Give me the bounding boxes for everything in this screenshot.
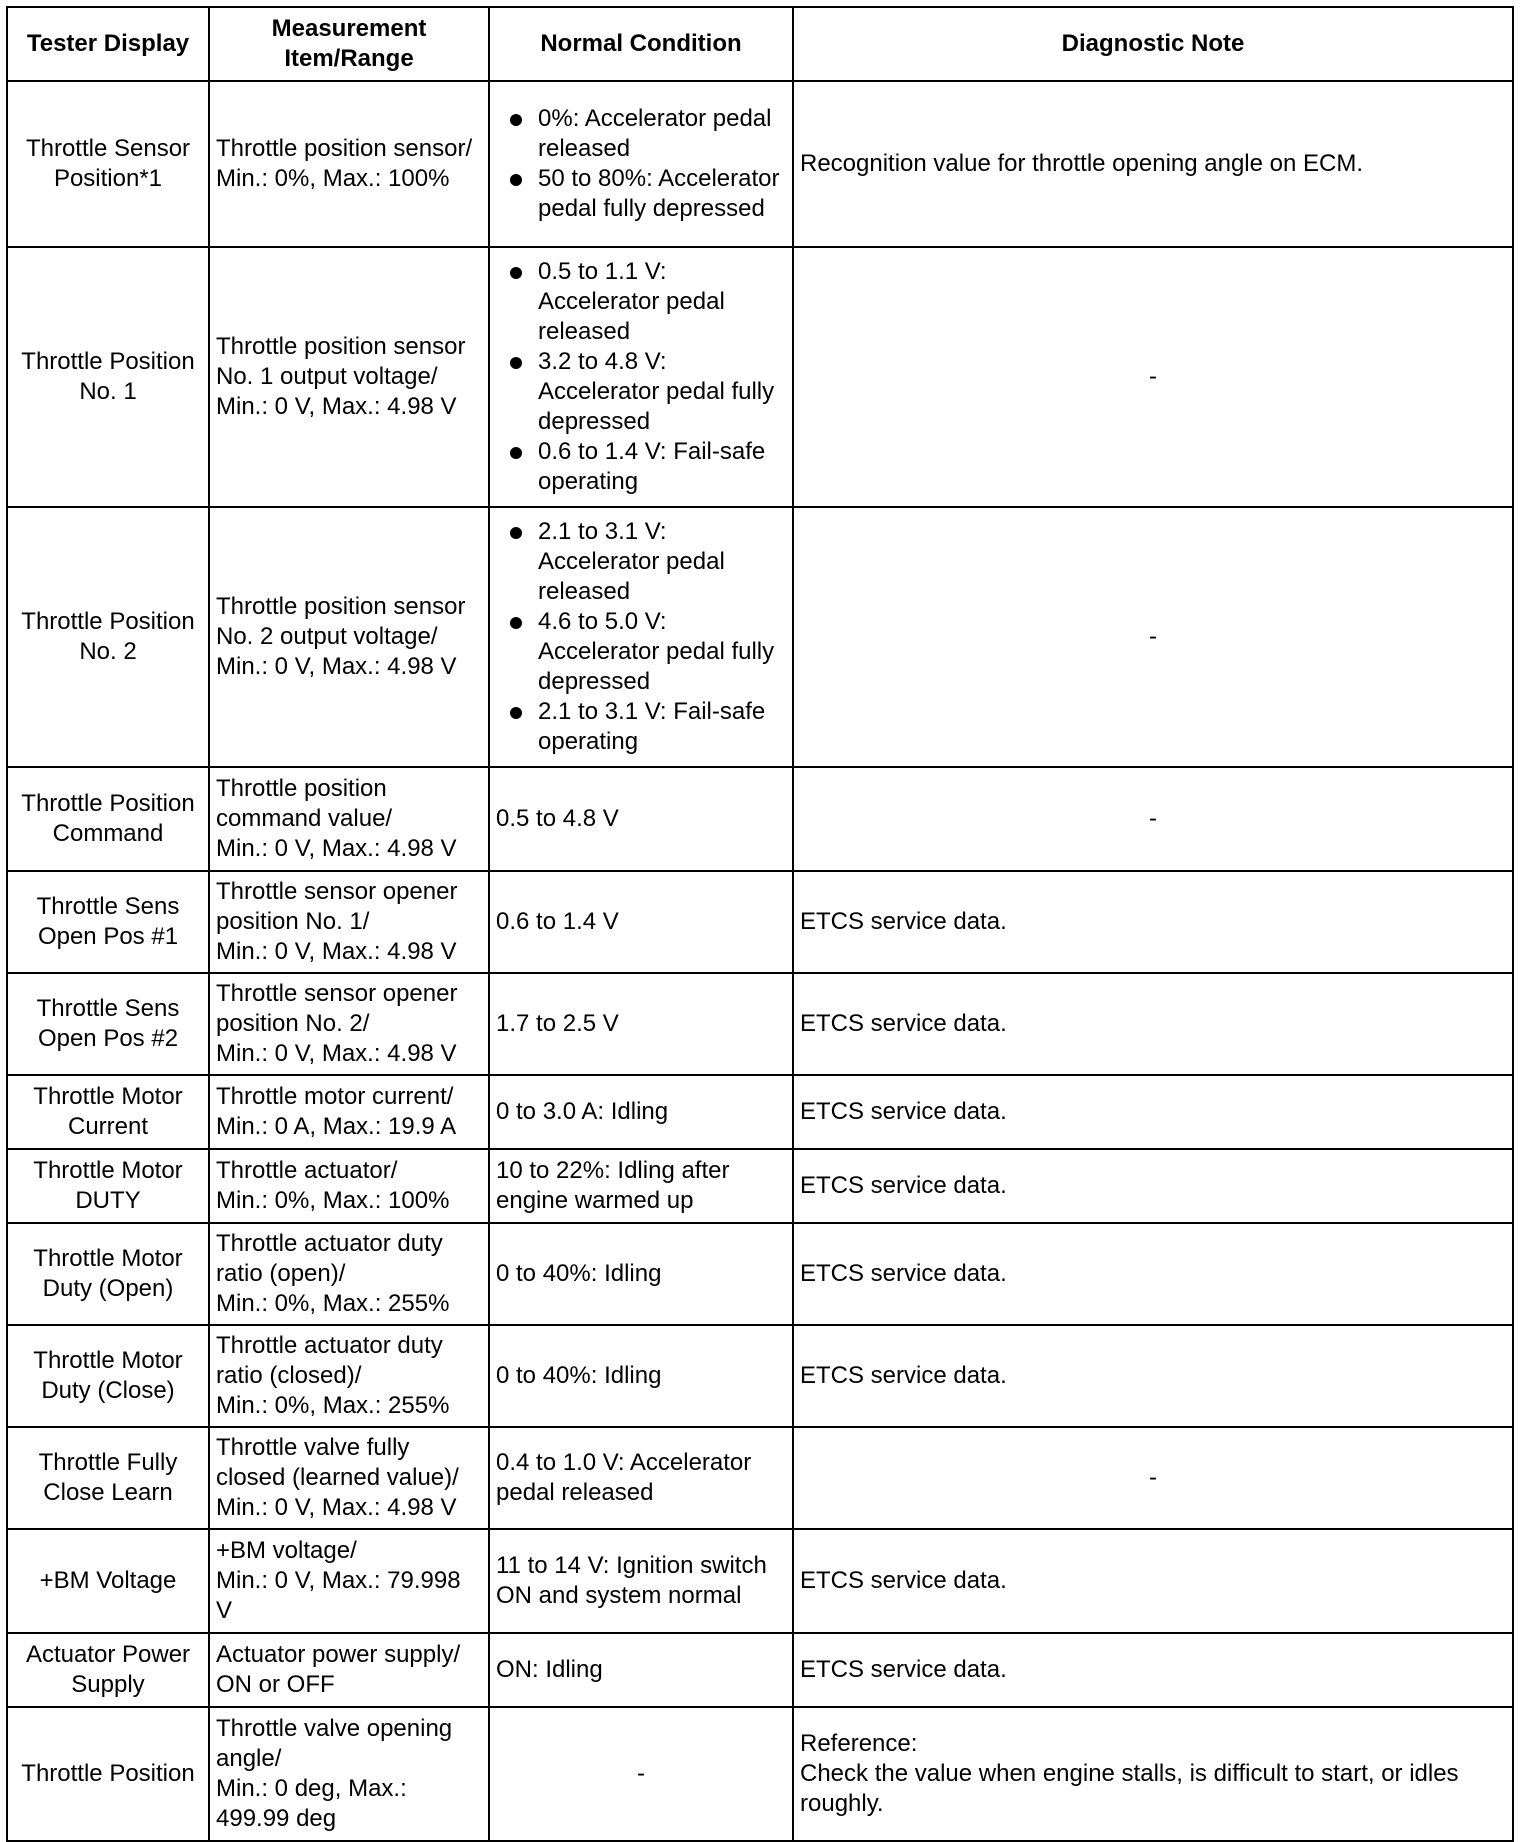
table-header	[7, 7, 1513, 81]
cell-diagnostic-note	[793, 1427, 1513, 1529]
table-row	[7, 1633, 1513, 1707]
condition-list-item: 50 to 80%: Accelerator pedal fully depressed	[490, 164, 786, 224]
text-line: Throttle position sensor No. 1 output voltage/	[216, 333, 466, 390]
text-line: Min.: 0 V, Max.: 4.98 V	[216, 653, 457, 680]
text-line: Throttle position sensor No. 2 output voltage/	[216, 593, 466, 650]
cell-normal-condition: 0 to 40%: Idling	[489, 1223, 793, 1325]
header-row	[7, 7, 1513, 81]
cell-diagnostic-note	[793, 973, 1513, 1075]
cell-normal-condition: 0 to 40%: Idling	[489, 1325, 793, 1427]
text-line: Throttle actuator duty ratio (closed)/	[216, 1332, 443, 1389]
cell-diagnostic-note	[793, 81, 1513, 247]
text-line: Throttle position sensor/	[216, 135, 473, 162]
table-row	[7, 973, 1513, 1075]
header-normal-condition: Normal Condition	[489, 7, 793, 81]
cell-normal-condition: 11 to 14 V: Ignition switch ON and system normal	[489, 1529, 793, 1633]
cell-diagnostic-note	[793, 767, 1513, 871]
cell-normal-condition	[489, 247, 793, 507]
cell-measurement	[209, 507, 489, 767]
cell-tester-display: Throttle Sens Open Pos #2	[7, 973, 209, 1075]
cell-tester-display: Throttle Sensor Position*1	[7, 81, 209, 247]
text-line: Recognition value for throttle opening angle on ECM.	[800, 150, 1364, 177]
text-line: -	[1149, 363, 1157, 390]
text-line: Throttle position command value/	[216, 775, 393, 832]
text-line: ETCS service data.	[800, 1172, 1007, 1199]
cell-tester-display: Throttle Sens Open Pos #1	[7, 871, 209, 973]
text-line: Throttle actuator duty ratio (open)/	[216, 1230, 443, 1287]
cell-normal-condition: 0.6 to 1.4 V	[489, 871, 793, 973]
cell-diagnostic-note	[793, 1075, 1513, 1149]
condition-list-item: 4.6 to 5.0 V: Accelerator pedal fully depressed	[490, 607, 786, 697]
table-row	[7, 1149, 1513, 1223]
text-line: Min.: 0 V, Max.: 4.98 V	[216, 1494, 457, 1521]
condition-list-item: 0%: Accelerator pedal released	[490, 104, 786, 164]
table-row	[7, 507, 1513, 767]
condition-list-item: 0.5 to 1.1 V: Accelerator pedal released	[490, 257, 786, 347]
cell-normal-condition: 0.5 to 4.8 V	[489, 767, 793, 871]
condition-list	[490, 517, 786, 757]
condition-list	[490, 104, 786, 224]
table-row	[7, 1427, 1513, 1529]
cell-measurement	[209, 1325, 489, 1427]
text-line: Min.: 0 A, Max.: 19.9 A	[216, 1113, 457, 1140]
cell-measurement	[209, 1075, 489, 1149]
data-list-table	[6, 6, 1514, 1842]
cell-diagnostic-note	[793, 1633, 1513, 1707]
condition-list-item: 2.1 to 3.1 V: Fail-safe operating	[490, 697, 786, 757]
text-line: Min.: 0%, Max.: 100%	[216, 165, 450, 192]
cell-normal-condition	[489, 81, 793, 247]
text-line: ON or OFF	[216, 1671, 335, 1698]
condition-list-item: 0.6 to 1.4 V: Fail-safe operating	[490, 437, 786, 497]
table-row	[7, 247, 1513, 507]
table-row	[7, 1707, 1513, 1841]
text-line: ETCS service data.	[800, 1010, 1007, 1037]
cell-diagnostic-note	[793, 247, 1513, 507]
cell-normal-condition: 0 to 3.0 A: Idling	[489, 1075, 793, 1149]
table-row	[7, 1325, 1513, 1427]
text-line: Min.: 0%, Max.: 255%	[216, 1392, 450, 1419]
header-diagnostic-note: Diagnostic Note	[793, 7, 1513, 81]
cell-tester-display: +BM Voltage	[7, 1529, 209, 1633]
text-line: Min.: 0 V, Max.: 4.98 V	[216, 1040, 457, 1067]
condition-list	[490, 257, 786, 497]
cell-normal-condition	[489, 507, 793, 767]
cell-tester-display: Throttle Position	[7, 1707, 209, 1841]
cell-tester-display: Throttle Fully Close Learn	[7, 1427, 209, 1529]
cell-measurement	[209, 1223, 489, 1325]
table-row	[7, 1075, 1513, 1149]
text-line: ETCS service data.	[800, 1656, 1007, 1683]
cell-tester-display: Throttle Position No. 1	[7, 247, 209, 507]
cell-measurement	[209, 1707, 489, 1841]
table-row	[7, 871, 1513, 973]
cell-diagnostic-note	[793, 1707, 1513, 1841]
text-line: Actuator power supply/	[216, 1641, 461, 1668]
data-list-sheet	[6, 6, 1514, 1842]
cell-measurement	[209, 1633, 489, 1707]
cell-measurement	[209, 247, 489, 507]
condition-list-item: 2.1 to 3.1 V: Accelerator pedal released	[490, 517, 786, 607]
cell-normal-condition: -	[489, 1707, 793, 1841]
cell-normal-condition: ON: Idling	[489, 1633, 793, 1707]
cell-tester-display: Actuator Power Supply	[7, 1633, 209, 1707]
cell-tester-display: Throttle Motor Duty (Close)	[7, 1325, 209, 1427]
text-line: Throttle sensor opener position No. 2/	[216, 980, 458, 1037]
cell-diagnostic-note	[793, 1149, 1513, 1223]
cell-tester-display: Throttle Position Command	[7, 767, 209, 871]
condition-list-item: 3.2 to 4.8 V: Accelerator pedal fully depressed	[490, 347, 786, 437]
cell-diagnostic-note	[793, 507, 1513, 767]
cell-normal-condition: 0.4 to 1.0 V: Accelerator pedal released	[489, 1427, 793, 1529]
table-body	[7, 81, 1513, 1841]
cell-normal-condition: 1.7 to 2.5 V	[489, 973, 793, 1075]
cell-tester-display: Throttle Motor Duty (Open)	[7, 1223, 209, 1325]
text-line: Min.: 0 V, Max.: 4.98 V	[216, 938, 457, 965]
cell-tester-display: Throttle Motor DUTY	[7, 1149, 209, 1223]
text-line: Min.: 0%, Max.: 100%	[216, 1187, 450, 1214]
cell-measurement	[209, 767, 489, 871]
text-line: Throttle valve opening angle/	[216, 1715, 453, 1772]
table-row	[7, 1223, 1513, 1325]
text-line: -	[1149, 1464, 1157, 1491]
text-line: Min.: 0 V, Max.: 4.98 V	[216, 835, 457, 862]
cell-measurement	[209, 1149, 489, 1223]
cell-measurement	[209, 1529, 489, 1633]
cell-diagnostic-note	[793, 1325, 1513, 1427]
text-line: -	[1149, 623, 1157, 650]
text-line: Min.: 0 deg, Max.: 499.99 deg	[216, 1775, 407, 1832]
cell-tester-display: Throttle Position No. 2	[7, 507, 209, 767]
cell-measurement	[209, 1427, 489, 1529]
text-line: ETCS service data.	[800, 1362, 1007, 1389]
text-line: -	[1149, 805, 1157, 832]
text-line: Min.: 0 V, Max.: 4.98 V	[216, 393, 457, 420]
cell-diagnostic-note	[793, 1223, 1513, 1325]
header-measurement: Measurement Item/Range	[209, 7, 489, 81]
text-line: Min.: 0%, Max.: 255%	[216, 1290, 450, 1317]
text-line: Min.: 0 V, Max.: 79.998 V	[216, 1567, 461, 1624]
cell-measurement	[209, 973, 489, 1075]
table-row	[7, 81, 1513, 247]
header-tester-display: Tester Display	[7, 7, 209, 81]
text-line: Throttle actuator/	[216, 1157, 398, 1184]
text-line: +BM voltage/	[216, 1537, 357, 1564]
cell-diagnostic-note	[793, 871, 1513, 973]
text-line: Throttle motor current/	[216, 1083, 454, 1110]
table-row	[7, 767, 1513, 871]
text-line: Throttle sensor opener position No. 1/	[216, 878, 458, 935]
text-line: ETCS service data.	[800, 1098, 1007, 1125]
text-line: ETCS service data.	[800, 908, 1007, 935]
text-line: Check the value when engine stalls, is difficult to start, or idles roughly.	[800, 1760, 1459, 1817]
text-line: Throttle valve fully closed (learned value)/	[216, 1434, 459, 1491]
cell-normal-condition: 10 to 22%: Idling after engine warmed up	[489, 1149, 793, 1223]
table-row	[7, 1529, 1513, 1633]
text-line: Reference:	[800, 1730, 918, 1757]
text-line: ETCS service data.	[800, 1260, 1007, 1287]
text-line: ETCS service data.	[800, 1567, 1007, 1594]
cell-tester-display: Throttle Motor Current	[7, 1075, 209, 1149]
cell-measurement	[209, 81, 489, 247]
cell-diagnostic-note	[793, 1529, 1513, 1633]
cell-measurement	[209, 871, 489, 973]
